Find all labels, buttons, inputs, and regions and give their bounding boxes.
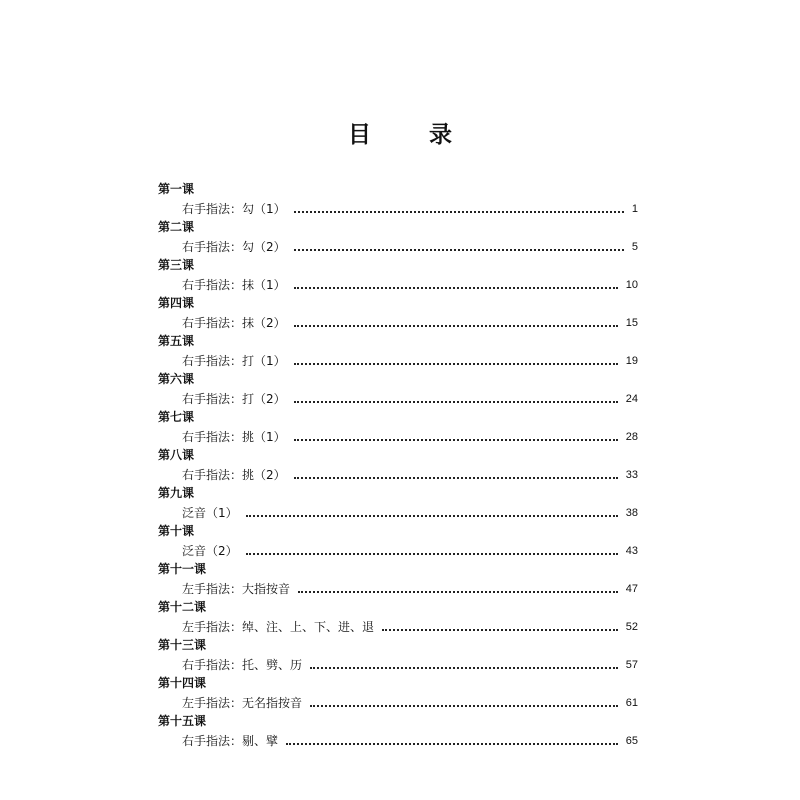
lesson-heading: 第二课 — [158, 220, 195, 234]
dot-leader — [382, 629, 618, 631]
toc-entry — [182, 275, 638, 293]
toc-lesson — [158, 560, 638, 598]
toc-entry-title: 泛音（1） — [182, 506, 238, 520]
dot-leader — [246, 553, 618, 555]
lesson-heading: 第十五课 — [158, 714, 207, 728]
table-of-contents — [158, 180, 638, 750]
toc-entry-title: 左手指法：绰、注、上、下、进、退 — [182, 620, 375, 634]
title-char-1: 目 — [348, 122, 371, 148]
lesson-heading: 第三课 — [158, 258, 195, 272]
toc-entry — [182, 617, 638, 635]
lesson-heading: 第十一课 — [158, 562, 207, 576]
toc-lesson — [158, 218, 638, 256]
toc-lesson — [158, 408, 638, 446]
toc-entry — [182, 693, 638, 711]
lesson-heading: 第十四课 — [158, 676, 207, 690]
toc-page-number: 65 — [625, 735, 638, 747]
toc-page-number: 1 — [631, 203, 638, 215]
toc-page-number: 43 — [625, 545, 638, 557]
toc-lesson — [158, 294, 638, 332]
toc-entry-title: 左手指法：大指按音 — [182, 582, 291, 596]
toc-entry-title: 右手指法：勾（1） — [182, 202, 286, 216]
toc-page-number: 47 — [625, 583, 638, 595]
toc-entry-title: 右手指法：抹（2） — [182, 316, 286, 330]
toc-entry-title: 左手指法：无名指按音 — [182, 696, 303, 710]
toc-page-number: 15 — [625, 317, 638, 329]
dot-leader — [294, 439, 618, 441]
toc-entry — [182, 503, 638, 521]
dot-leader — [310, 705, 618, 707]
lesson-heading: 第八课 — [158, 448, 195, 462]
toc-entry-title: 右手指法：挑（2） — [182, 468, 286, 482]
toc-page-number: 10 — [625, 279, 638, 291]
toc-lesson — [158, 446, 638, 484]
toc-entry — [182, 199, 638, 217]
title-char-2: 录 — [429, 122, 452, 148]
toc-lesson — [158, 370, 638, 408]
lesson-heading: 第四课 — [158, 296, 195, 310]
toc-entry — [182, 427, 638, 445]
toc-entry-title: 泛音（2） — [182, 544, 238, 558]
dot-leader — [294, 249, 624, 251]
dot-leader — [298, 591, 618, 593]
lesson-heading: 第一课 — [158, 182, 195, 196]
toc-lesson — [158, 180, 638, 218]
toc-lesson — [158, 636, 638, 674]
dot-leader — [294, 477, 618, 479]
lesson-heading: 第十二课 — [158, 600, 207, 614]
toc-page-number: 38 — [625, 507, 638, 519]
toc-page-number: 24 — [625, 393, 638, 405]
toc-entry — [182, 313, 638, 331]
dot-leader — [286, 743, 618, 745]
lesson-heading: 第六课 — [158, 372, 195, 386]
dot-leader — [294, 211, 624, 213]
toc-entry-title: 右手指法：打（1） — [182, 354, 286, 368]
toc-page-number: 33 — [625, 469, 638, 481]
dot-leader — [246, 515, 618, 517]
lesson-heading: 第九课 — [158, 486, 195, 500]
toc-page-number: 57 — [625, 659, 638, 671]
page-title — [0, 116, 800, 149]
dot-leader — [294, 325, 618, 327]
toc-entry — [182, 655, 638, 673]
toc-page-number: 28 — [625, 431, 638, 443]
toc-entry — [182, 541, 638, 559]
toc-lesson — [158, 712, 638, 750]
lesson-heading: 第五课 — [158, 334, 195, 348]
toc-lesson — [158, 332, 638, 370]
toc-entry — [182, 465, 638, 483]
toc-entry-title: 右手指法：勾（2） — [182, 240, 286, 254]
toc-entry-title: 右手指法：剔、擘 — [182, 734, 279, 748]
toc-page-number: 5 — [631, 241, 638, 253]
toc-lesson — [158, 484, 638, 522]
toc-entry — [182, 351, 638, 369]
toc-entry — [182, 389, 638, 407]
dot-leader — [294, 287, 618, 289]
dot-leader — [294, 363, 618, 365]
toc-lesson — [158, 256, 638, 294]
toc-page-number: 52 — [625, 621, 638, 633]
dot-leader — [294, 401, 618, 403]
toc-page-number: 19 — [625, 355, 638, 367]
toc-entry-title: 右手指法：打（2） — [182, 392, 286, 406]
toc-lesson — [158, 522, 638, 560]
dot-leader — [310, 667, 618, 669]
toc-entry-title: 右手指法：挑（1） — [182, 430, 286, 444]
lesson-heading: 第十三课 — [158, 638, 207, 652]
toc-entry — [182, 731, 638, 749]
lesson-heading: 第十课 — [158, 524, 195, 538]
toc-lesson — [158, 674, 638, 712]
toc-page-number: 61 — [625, 697, 638, 709]
toc-entry-title: 右手指法：托、劈、历 — [182, 658, 303, 672]
toc-entry — [182, 237, 638, 255]
toc-lesson — [158, 598, 638, 636]
lesson-heading: 第七课 — [158, 410, 195, 424]
toc-entry — [182, 579, 638, 597]
toc-entry-title: 右手指法：抹（1） — [182, 278, 286, 292]
